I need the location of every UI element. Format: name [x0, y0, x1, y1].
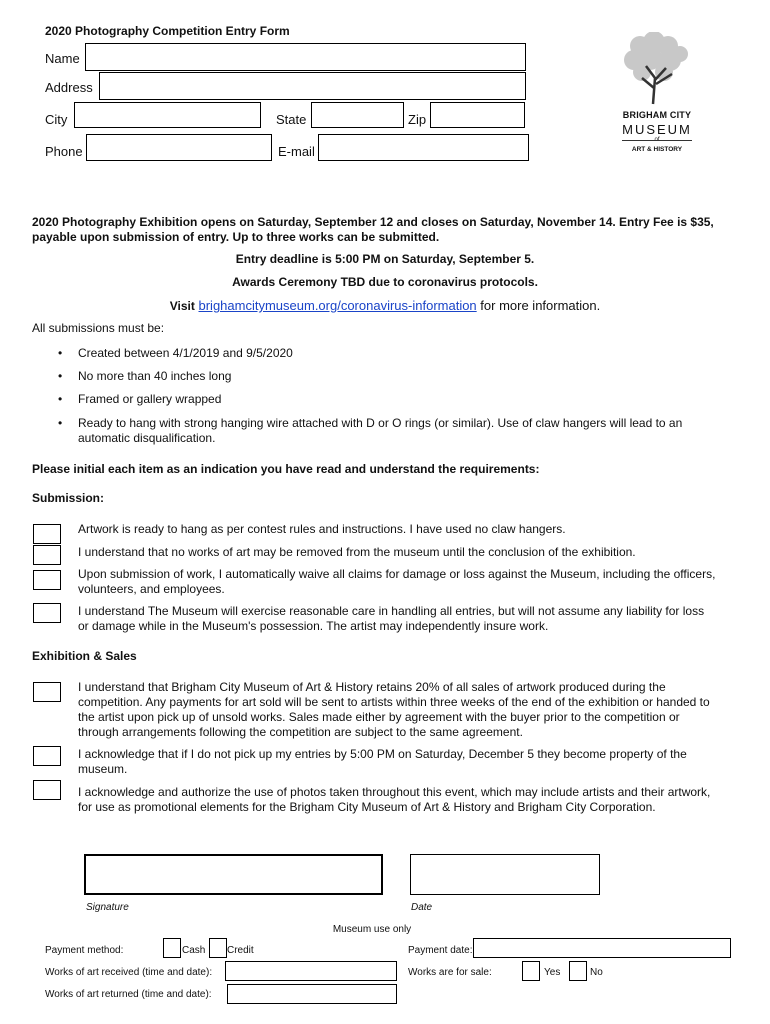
zip-field[interactable]: [430, 102, 525, 128]
phone-label: Phone: [45, 144, 83, 159]
requirement-item: Created between 4/1/2019 and 9/5/2020: [78, 346, 293, 360]
bullet-icon: •: [58, 416, 63, 430]
payment-date-field[interactable]: [473, 938, 731, 958]
no-label: No: [590, 967, 603, 978]
requirements-heading: All submissions must be:: [32, 321, 165, 335]
initial-box-submission-1[interactable]: [33, 524, 61, 544]
signature-field[interactable]: [84, 854, 383, 895]
logo-line-4: ART & HISTORY: [631, 146, 683, 153]
intro-paragraph: 2020 Photography Exhibition opens on Saturday, September 12 and closes on Saturday, November 14. Entry Fee is $35, payable upon submission of entry. Up to three works can be submitted.: [32, 215, 714, 244]
exhibition-item: I understand that Brigham City Museum of Art & History retains 20% of all sales of artwork produced during the competition. Any payments for art sold will be sent to artists within three weeks of the end of the exhibition or handed to the artist upon pick up of unsold works. Sales made either by agreement with the buyer prior to the competition or through arrangements following the competition are subject to the same agreement.: [78, 680, 710, 739]
name-field[interactable]: [85, 43, 526, 71]
yes-label: Yes: [544, 967, 561, 978]
requirement-item: Ready to hang with strong hanging wire attached with D or O rings (or similar). Use of claw hangers will lead to an automatic disqualification.: [78, 416, 683, 445]
logo-line-1: BRIGHAM CITY: [622, 110, 692, 120]
entry-deadline: Entry deadline is 5:00 PM on Saturday, September 5.: [235, 252, 535, 266]
exhibition-item: I acknowledge and authorize the use of photos taken throughout this event, which may include artists and their artwork, for use as promotional elements for the Brigham City Museum of Art & History and Brigham City Corporation.: [78, 785, 711, 814]
payment-method-label: Payment method:: [45, 945, 124, 956]
submission-item: I understand that no works of art may be removed from the museum until the conclusion of the exhibition.: [78, 545, 636, 559]
received-label: Works of art received (time and date):: [45, 967, 213, 978]
submission-item: Artwork is ready to hang as per contest rules and instructions. I have used no claw hangers.: [78, 522, 566, 536]
initial-box-exhibition-1[interactable]: [33, 682, 61, 702]
initial-box-exhibition-3[interactable]: [33, 780, 61, 800]
museum-logo: [612, 32, 702, 167]
bullet-icon: •: [58, 369, 63, 383]
initial-box-submission-4[interactable]: [33, 603, 61, 623]
received-field[interactable]: [225, 961, 397, 981]
date-label: Date: [411, 902, 433, 913]
name-label: Name: [45, 51, 80, 66]
payment-date-label: Payment date:: [408, 945, 473, 956]
bullet-icon: •: [58, 392, 63, 406]
email-label: E-mail: [278, 144, 315, 159]
credit-checkbox[interactable]: [209, 938, 227, 958]
cash-label: Cash: [182, 945, 206, 956]
initial-box-submission-3[interactable]: [33, 570, 61, 590]
submission-heading: Submission:: [32, 491, 105, 505]
awards-ceremony: Awards Ceremony TBD due to coronavirus protocols.: [232, 275, 538, 289]
logo-line-2: MUSEUM: [622, 122, 692, 137]
state-field[interactable]: [311, 102, 404, 128]
exhibition-heading: Exhibition & Sales: [32, 649, 137, 663]
state-label: State: [276, 112, 307, 127]
requirement-item: No more than 40 inches long: [78, 369, 232, 383]
for-sale-yes-checkbox[interactable]: [522, 961, 540, 981]
initial-instruction: Please initial each item as an indication you have read and understand the requirements:: [32, 462, 540, 476]
for-sale-no-checkbox[interactable]: [569, 961, 587, 981]
address-label: Address: [45, 80, 93, 95]
initial-box-submission-2[interactable]: [33, 545, 61, 565]
initial-box-exhibition-2[interactable]: [33, 746, 61, 766]
submission-item: Upon submission of work, I automatically waive all claims for damage or loss against the Museum, including the officers, volunteers, and employees.: [78, 567, 716, 596]
logo-line-3: of: [654, 137, 660, 143]
signature-label: Signature: [86, 902, 129, 913]
address-field[interactable]: [99, 72, 526, 100]
tree-icon: [620, 32, 690, 106]
visit-suffix: for more information.: [480, 298, 601, 313]
city-field[interactable]: [74, 102, 261, 128]
coronavirus-info-link[interactable]: brighamcitymuseum.org/coronavirus-information: [198, 298, 477, 313]
form-title: 2020 Photography Competition Entry Form: [45, 24, 290, 38]
date-field[interactable]: [410, 854, 600, 895]
phone-field[interactable]: [86, 134, 272, 161]
returned-label: Works of art returned (time and date):: [45, 989, 212, 1000]
cash-checkbox[interactable]: [163, 938, 181, 958]
for-sale-label: Works are for sale:: [408, 967, 492, 978]
exhibition-item: I acknowledge that if I do not pick up my entries by 5:00 PM on Saturday, December 5 they become property of the museum.: [78, 747, 687, 776]
submission-item: I understand The Museum will exercise reasonable care in handling all entries, but will not assume any liability for loss or damage while in the Museum's possession. The artist may independently insure work.: [78, 604, 705, 633]
email-field[interactable]: [318, 134, 529, 161]
bullet-icon: •: [58, 346, 63, 360]
museum-use-heading: Museum use only: [332, 924, 412, 935]
logo-divider: [622, 140, 692, 141]
city-label: City: [45, 112, 68, 127]
credit-label: Credit: [227, 945, 254, 956]
visit-line: [0, 298, 770, 313]
zip-label: Zip: [408, 112, 427, 127]
returned-field[interactable]: [227, 984, 397, 1004]
requirement-item: Framed or gallery wrapped: [78, 392, 222, 406]
visit-prefix: Visit: [169, 299, 195, 313]
